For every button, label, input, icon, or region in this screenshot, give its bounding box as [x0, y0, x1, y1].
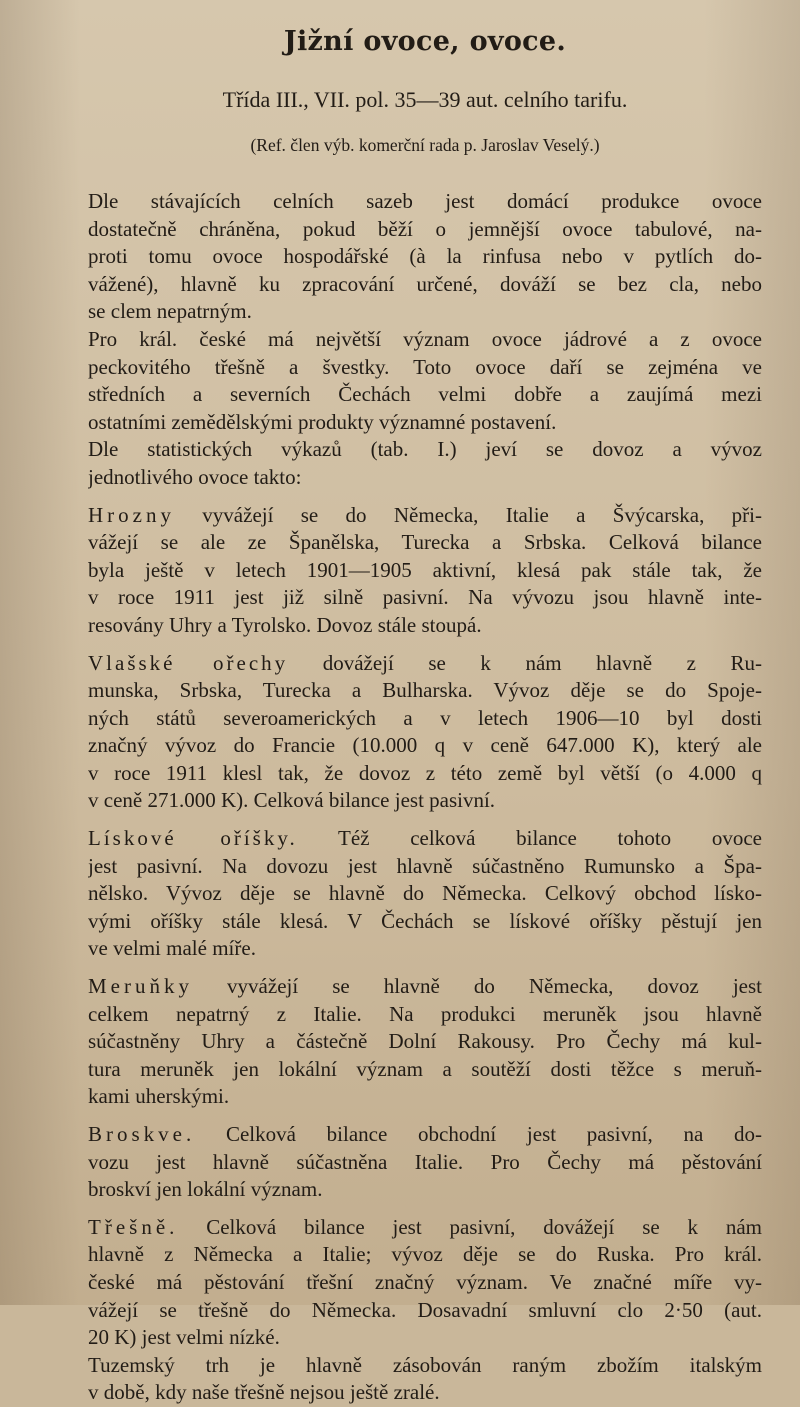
text-line: hlavně z Německa a Italie; vývoz děje se do Ruska. Pro král.: [88, 1242, 762, 1267]
tariff-subtitle: Třída III., VII. pol. 35—39 aut. celního tarifu.: [222, 87, 628, 112]
text-line: v roce 1911 jest již silně pasivní. Na vývozu jsou hlavně inte-: [88, 585, 762, 610]
text-line: vyvážejí se hlavně do Německa, dovoz jest: [193, 974, 762, 999]
lead-term: Meruňky: [88, 974, 193, 999]
lead-term: Lískové oříšky.: [88, 826, 298, 851]
text-line: dostatečně chráněna, pokud běží o jemnější ovoce tabulové, na-: [88, 216, 762, 241]
text-line: byla ještě v letech 1901—1905 aktivní, klesá pak stále tak, že: [88, 557, 762, 582]
text-line: v roce 1911 klesl tak, že dovoz z této země byl větší (o 4.000 q: [88, 760, 762, 785]
text-line: vážejí se třešně do Německa. Dosavadní smluvní clo 2·50 (aut.: [88, 1297, 762, 1322]
text-line: české má pěstování třešní značný význam. Ve značné míře vy-: [88, 1269, 762, 1294]
paragraph-domestic-market: [88, 1352, 762, 1407]
paragraph-hazelnuts: [88, 825, 762, 963]
text-line: ostatními zemědělskými produkty významné postavení.: [88, 409, 557, 434]
text-line: 20 K) jest velmi nízké.: [88, 1325, 280, 1350]
text-line: Též celková bilance tohoto ovoce: [297, 826, 762, 851]
text-line: vými oříšky stále klesá. V Čechách se lískové oříšky pěstují jen: [88, 908, 762, 933]
text-line: v ceně 271.000 K). Celková bilance jest pasivní.: [88, 788, 496, 813]
text-line: značný vývoz do Francie (10.000 q v ceně 647.000 K), který ale: [88, 733, 762, 758]
text-line: Pro král. české má největší význam ovoce jádrové a z ovoce: [88, 326, 762, 351]
text-line: broskví jen lokální význam.: [88, 1177, 323, 1202]
text-line: proti tomu ovoce hospodářské (à la rinfusa nebo v pytlích do-: [88, 244, 762, 269]
text-line: v době, kdy naše třešně nejsou ještě zralé.: [88, 1380, 440, 1405]
text-line: Tuzemský trh je hlavně zásobován raným zbožím italským: [88, 1352, 762, 1377]
lead-term: Hrozny: [88, 502, 175, 527]
lead-term: Třešně.: [88, 1214, 179, 1239]
text-line: Celková bilance obchodní jest pasivní, na do-: [195, 1122, 762, 1146]
paragraph-intro: [88, 188, 762, 326]
paragraph-apricots: [88, 973, 762, 1111]
text-line: ve velmi malé míře.: [88, 936, 256, 961]
text-line: munska, Srbska, Turecka a Bulharska. Vývoz děje se do Spoje-: [88, 678, 762, 703]
paragraph-walnuts: [88, 650, 762, 816]
text-line: resovány Uhry a Tyrolsko. Dovoz stále stoupá.: [88, 612, 482, 637]
text-line: Dle statistických výkazů (tab. I.) jeví se dovoz a vývoz: [88, 437, 762, 462]
text-line: celkem nepatrný z Italie. Na produkci meruněk jsou hlavně: [88, 1001, 762, 1026]
paragraph-grapes: [88, 502, 762, 640]
paragraph-cherries: [88, 1214, 762, 1352]
paragraph-bohemia: [88, 326, 762, 436]
page-title: Jižní ovoce, ovoce.: [283, 26, 567, 57]
text-line: jednotlivého ovoce takto:: [88, 464, 302, 489]
paragraph-peaches: [88, 1121, 762, 1204]
lead-term: Vlašské ořechy: [88, 650, 289, 675]
text-line: Dle stávajících celních sazeb jest domácí produkce ovoce: [88, 189, 762, 213]
text-line: vyvážejí se do Německa, Italie a Švýcarska, při-: [174, 502, 762, 527]
text-line: vozu jest hlavně súčastněna Italie. Pro Čechy má pěstování: [88, 1149, 762, 1174]
text-line: vážejí se ale ze Španělska, Turecka a Srbska. Celková bilance: [88, 530, 762, 555]
text-line: středních a severních Čechách velmi dobře a zaujímá mezi: [88, 382, 762, 407]
text-line: ných států severoamerických a v letech 1906—10 byl dosti: [88, 705, 762, 730]
text-line: peckovitého třešně a švestky. Toto ovoce daří se zejména ve: [88, 354, 762, 379]
text-line: nělsko. Vývoz děje se hlavně do Německa. Celkový obchod lísko-: [88, 881, 762, 906]
text-line: tura meruněk jen lokální význam a soutěží dosti těžce s meruň-: [88, 1056, 762, 1081]
lead-term: Broskve.: [88, 1122, 196, 1146]
text-line: se clem nepatrným.: [88, 299, 252, 324]
text-line: dovážejí se k nám hlavně z Ru-: [288, 650, 762, 675]
reference-line: (Ref. člen výb. komerční rada p. Jaroslav Veselý.): [250, 135, 600, 155]
text-line: jest pasivní. Na dovozu jest hlavně súčastněno Rumunsko a Špa-: [88, 853, 762, 878]
paragraph-statistics: [88, 436, 762, 491]
text-line: súčastněny Uhry a částečně Dolní Rakousy. Pro Čechy má kul-: [88, 1029, 762, 1054]
text-line: vážené), hlavně ku zpracování určené, dováží se bez cla, nebo: [88, 271, 762, 296]
text-line: Celková bilance jest pasivní, dovážejí se k nám: [178, 1214, 762, 1239]
text-line: kami uherskými.: [88, 1084, 230, 1109]
